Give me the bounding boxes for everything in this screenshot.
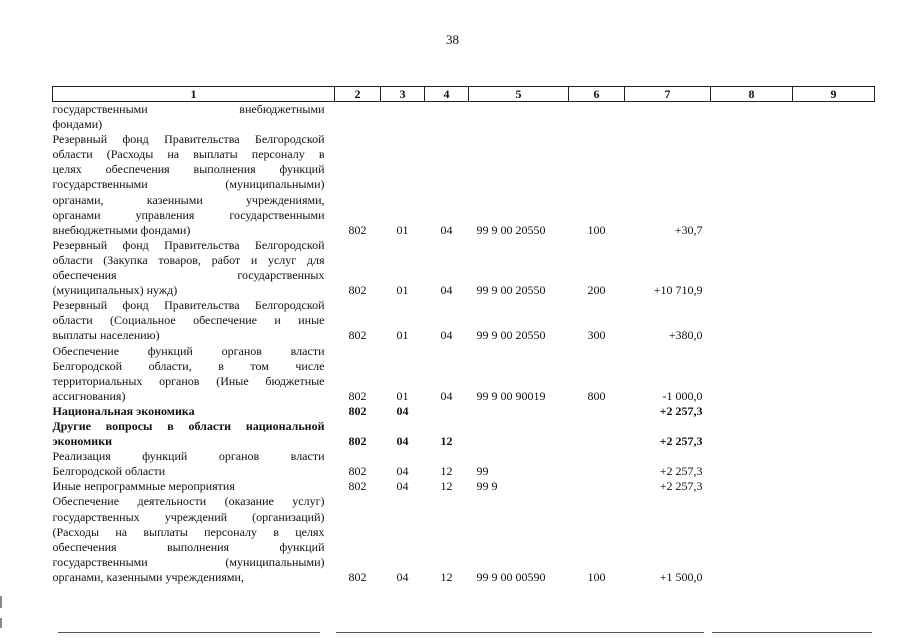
empty-cell [793,449,875,479]
row-description [53,238,335,298]
bottom-divider [336,632,704,633]
subsection-code-cell: 12 [440,434,453,449]
row-description [53,494,335,585]
row-description [53,449,335,479]
amount-change-cell: +2 257,3 [659,403,703,418]
amount-change-cell [625,102,711,133]
amount-change-cell: +2 257,3 [659,464,703,479]
subsection-code-cell: 12 [440,569,453,584]
description-line: области (Расходы на выплаты персоналу в [52,147,325,162]
row-description [53,132,335,238]
admin-code-cell: 802 [348,222,367,237]
table-row [53,298,875,343]
empty-cell [793,132,875,238]
column-header: 9 [793,87,875,102]
admin-code-cell [335,102,381,133]
description-line: фондами) [52,117,103,132]
expense-type-cell: 200 [587,283,606,298]
subsection-code-cell: 12 [440,479,453,494]
admin-code-cell: 802 [348,388,367,403]
expense-type-cell [569,102,625,133]
table-row [53,132,875,238]
bottom-divider [712,632,872,633]
description-line: органами управления государственными [52,207,325,222]
table-row [53,238,875,298]
section-code-cell: 04 [396,479,409,494]
target-article-cell: 99 9 00 90019 [476,388,546,403]
description-line: органами, казенными учреждениями, [52,569,244,584]
subsection-code-cell: 04 [440,283,453,298]
subsection-code-cell: 12 [440,464,453,479]
description-line: области (Закупка товаров, работ и услуг для [52,252,325,267]
row-description [53,404,335,419]
section-code-cell: 04 [396,434,409,449]
description-line: территориальных органов (Иные бюджетные [52,373,325,388]
description-line: (Расходы на выплаты персоналу в целях [52,524,325,539]
section-code-cell: 04 [396,569,409,584]
target-article-cell: 99 9 00 20550 [476,222,546,237]
description-line: Обеспечение функций органов власти [52,343,325,358]
section-code-cell: 04 [396,403,409,418]
subsection-code-cell [425,102,469,133]
expense-type-cell [569,404,625,419]
empty-cell [793,404,875,419]
amount-change-cell: +30,7 [674,222,703,237]
table-row [53,419,875,449]
amount-change-cell: -1 000,0 [662,388,703,403]
description-line: ассигнования) [52,388,126,403]
description-line: обеспечения выполнения функций [52,539,325,554]
column-header: 2 [335,87,381,102]
row-description [53,298,335,343]
column-header: 4 [425,87,469,102]
row-description [53,479,335,494]
budget-table [52,86,875,585]
empty-cell [793,238,875,298]
expense-type-cell [569,419,625,449]
margin-mark [0,596,2,608]
empty-cell [793,102,875,133]
empty-cell [793,494,875,585]
expense-type-cell: 100 [587,222,606,237]
empty-cell [793,479,875,494]
description-line: Обеспечение деятельности (оказание услуг) [52,494,325,509]
target-article-cell: 99 9 00 20550 [476,283,546,298]
description-line: органами, казенными учреждениями, [52,192,325,207]
section-code-cell: 01 [396,222,409,237]
description-line: Белгородской области [52,464,166,479]
expense-type-cell: 300 [587,328,606,343]
empty-cell [793,298,875,343]
table-header-row [53,87,875,102]
target-article-cell: 99 9 [476,479,498,494]
description-line: государственными (муниципальными) [52,177,325,192]
admin-code-cell: 802 [348,464,367,479]
description-line: выплаты населению) [52,328,160,343]
table-row [53,449,875,479]
admin-code-cell: 802 [348,569,367,584]
section-code-cell [381,102,425,133]
empty-cell [793,344,875,404]
description-line: государственных учреждений (организаций) [52,509,325,524]
expense-type-cell: 100 [587,569,606,584]
empty-cell [711,132,793,238]
target-article-cell: 99 [476,464,489,479]
empty-cell [711,102,793,133]
column-header: 3 [381,87,425,102]
description-line: экономики [52,434,113,449]
description-line: (муниципальных) нужд) [52,283,178,298]
table-body [53,102,875,586]
empty-cell [711,404,793,419]
target-article-cell: 99 9 00 20550 [476,328,546,343]
empty-cell [711,344,793,404]
description-line: Резервный фонд Правительства Белгородской [52,298,325,313]
admin-code-cell: 802 [348,283,367,298]
target-article-cell: 99 9 00 00590 [476,569,546,584]
admin-code-cell: 802 [348,479,367,494]
expense-type-cell: 800 [587,388,606,403]
description-line: Резервный фонд Правительства Белгородской [52,132,325,147]
row-description [53,419,335,449]
row-description [53,344,335,404]
target-article-cell [469,102,569,133]
column-header: 7 [625,87,711,102]
target-article-cell [469,419,569,449]
description-line: Реализация функций органов власти [52,449,325,464]
description-line: государственными внебюджетными [52,102,325,116]
section-code-cell: 04 [396,464,409,479]
table-row [53,344,875,404]
description-line: целях обеспечения выполнения функций [52,162,325,177]
description-line: Белгородской области, в том числе [52,358,325,373]
admin-code-cell: 802 [348,403,367,418]
subsection-code-cell: 04 [440,328,453,343]
row-description [53,102,335,133]
subsection-code-cell: 04 [440,388,453,403]
empty-cell [793,419,875,449]
target-article-cell [469,404,569,419]
admin-code-cell: 802 [348,434,367,449]
column-header: 1 [53,87,335,102]
empty-cell [711,449,793,479]
section-code-cell: 01 [396,283,409,298]
description-line: Национальная экономика [52,403,195,418]
description-line: обеспечения государственных [52,268,325,283]
section-code-cell: 01 [396,388,409,403]
page-number: 38 [446,32,459,47]
description-line: внебюджетными фондами) [52,222,191,237]
column-header: 5 [469,87,569,102]
subsection-code-cell: 04 [440,222,453,237]
table-row [53,404,875,419]
table-row [53,494,875,585]
amount-change-cell: +380,0 [668,328,703,343]
column-header: 6 [569,87,625,102]
expense-type-cell [569,479,625,494]
description-line: Резервный фонд Правительства Белгородской [52,237,325,252]
empty-cell [711,238,793,298]
empty-cell [711,494,793,585]
table-row [53,102,875,133]
bottom-divider [58,632,320,633]
description-line: области (Социальное обеспечение и иные [52,313,325,328]
amount-change-cell: +2 257,3 [659,479,703,494]
description-line: государственными (муниципальными) [52,554,325,569]
description-line: Другие вопросы в области национальной [52,418,325,433]
description-line: Иные непрограммные мероприятия [52,479,235,494]
amount-change-cell: +10 710,9 [653,283,703,298]
amount-change-cell: +2 257,3 [659,434,703,449]
empty-cell [711,298,793,343]
table-row [53,479,875,494]
amount-change-cell: +1 500,0 [659,569,703,584]
margin-mark [0,618,2,628]
expense-type-cell [569,449,625,479]
column-header: 8 [711,87,793,102]
empty-cell [711,419,793,449]
empty-cell [711,479,793,494]
subsection-code-cell [425,404,469,419]
section-code-cell: 01 [396,328,409,343]
admin-code-cell: 802 [348,328,367,343]
